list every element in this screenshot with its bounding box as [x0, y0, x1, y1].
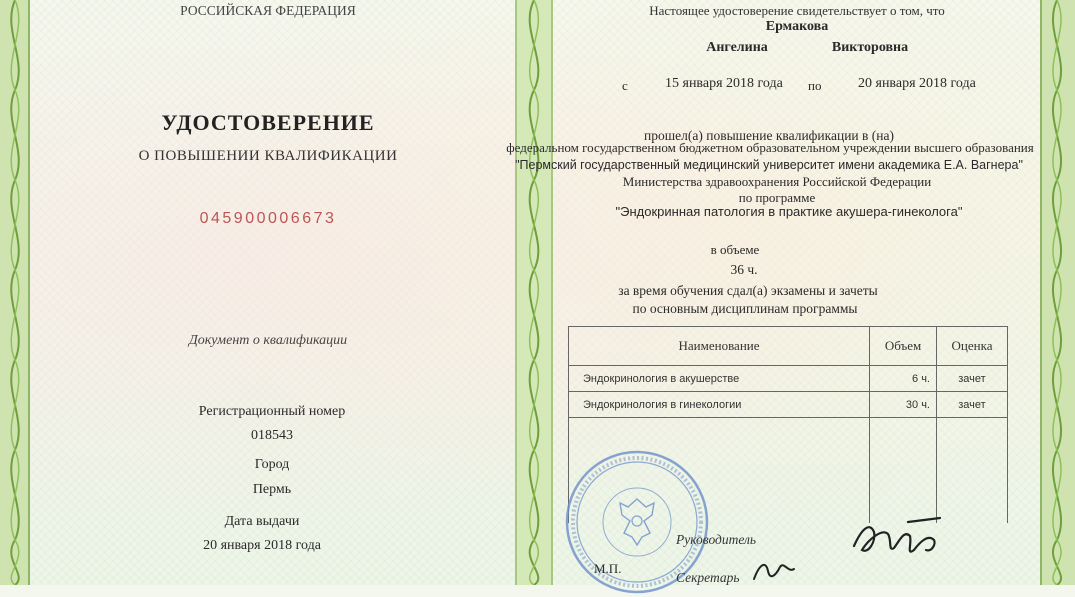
institution-line-2: "Пермский государственный медицинский университет имени академика Е.А. Вагнера" — [515, 158, 1023, 172]
date-from-label: с — [622, 78, 628, 93]
exam-line-1: за время обучения сдал(а) экзамены и зачеты — [618, 283, 878, 298]
discipline-name: Эндокринология в акушерстве — [569, 366, 870, 392]
discipline-name: Эндокринология в гинекологии — [569, 392, 870, 418]
holder-surname: Ермакова — [765, 19, 829, 34]
head-signature-label: Руководитель — [676, 532, 757, 547]
volume-value: 36 ч. — [730, 262, 758, 277]
program-name: "Эндокринная патология в практике акушера-гинеколога" — [615, 204, 963, 219]
date-from: 15 января 2018 года — [665, 76, 783, 91]
exam-line-2: по основным дисциплинам программы — [632, 301, 858, 316]
discipline-grade: зачет — [937, 366, 1008, 392]
document-type-label: Документ о квалификации — [188, 333, 348, 348]
date-to-label: по — [808, 78, 822, 93]
table-header-row — [569, 327, 1008, 366]
left-border-ornament — [0, 0, 30, 585]
by-program-label: по программе — [738, 190, 816, 205]
seal-place-label: М.П. — [594, 561, 622, 576]
country-heading: РОССИЙСКАЯ ФЕДЕРАЦИЯ — [180, 3, 356, 18]
city-label: Город — [254, 457, 290, 472]
secretary-signature-label: Секретарь — [676, 570, 740, 585]
certification-statement: Настоящее удостоверение свидетельствует о том, что — [649, 3, 945, 18]
head-signature — [848, 510, 948, 565]
column-header-name: Наименование — [569, 327, 870, 366]
column-header-grade: Оценка — [937, 327, 1008, 366]
discipline-hours: 6 ч. — [870, 366, 937, 392]
registration-number-label: Регистрационный номер — [198, 404, 346, 419]
right-border-ornament — [1040, 0, 1075, 585]
city-value: Пермь — [252, 482, 292, 497]
table-row — [569, 392, 1008, 418]
document-title: УДОСТОВЕРЕНИЕ — [161, 110, 375, 135]
discipline-grade: зачет — [937, 392, 1008, 418]
passed-training-line: прошел(а) повышение квалификации в (на) — [644, 128, 894, 143]
date-to: 20 января 2018 года — [858, 76, 976, 91]
issue-date-label: Дата выдачи — [224, 514, 300, 529]
document-subtitle: О ПОВЫШЕНИИ КВАЛИФИКАЦИИ — [138, 148, 398, 164]
registration-number-value: 018543 — [251, 428, 293, 443]
holder-first-name: Ангелина — [706, 40, 768, 55]
column-header-volume: Объем — [870, 327, 937, 366]
institution-line-1: федеральном государственном бюджетном образовательном учреждении высшего образования — [506, 140, 1034, 155]
issue-date-value: 20 января 2018 года — [203, 538, 321, 553]
discipline-hours: 30 ч. — [870, 392, 937, 418]
holder-patronymic: Викторовна — [831, 40, 909, 55]
secretary-signature — [750, 555, 810, 585]
table-row — [569, 366, 1008, 392]
center-border-ornament — [515, 0, 553, 585]
volume-label: в объеме — [710, 242, 760, 257]
institution-line-3: Министерства здравоохранения Российской Федерации — [622, 174, 932, 189]
serial-number: 045900006673 — [199, 210, 337, 227]
